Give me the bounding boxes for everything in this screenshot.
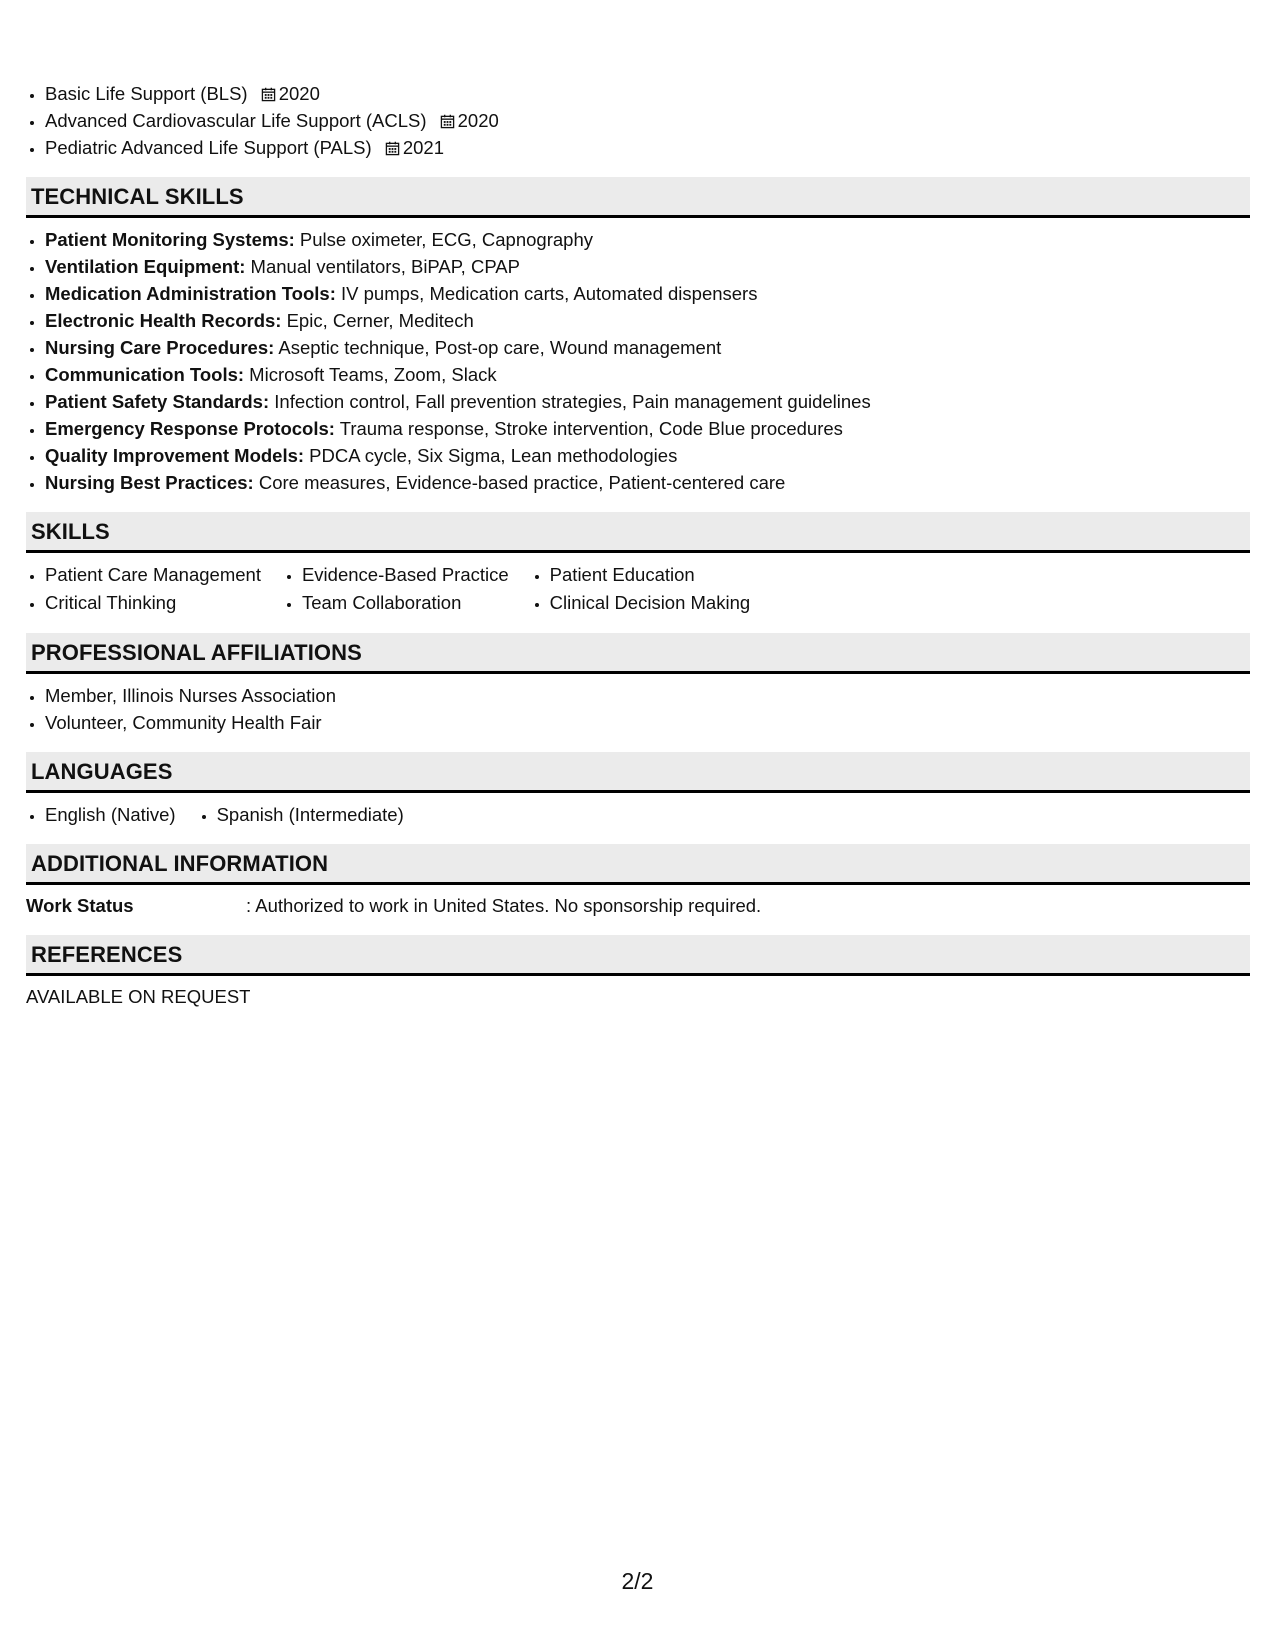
certification-name: Basic Life Support (BLS) [45, 83, 248, 104]
additional-info-section [26, 844, 1250, 919]
skill-item: • Team Collaboration [302, 589, 509, 617]
calendar-icon [261, 87, 276, 102]
references-text: AVAILABLE ON REQUEST [26, 986, 251, 1007]
skills-column [283, 561, 509, 617]
skill-item: • Evidence-Based Practice [302, 561, 509, 589]
technical-skills-list [26, 226, 1250, 496]
skill-category: Ventilation Equipment: [45, 256, 246, 277]
certification-year: 2020 [457, 110, 499, 131]
certifications-list [26, 80, 1250, 161]
certification-name: Advanced Cardiovascular Life Support (ACLS) [45, 110, 427, 131]
section-heading: LANGUAGES [26, 752, 1250, 793]
skill-item: • Critical Thinking [45, 589, 261, 617]
technical-skill-item [45, 469, 1250, 496]
affiliation-item: • Member, Illinois Nurses Association [45, 682, 1250, 709]
certification-year: 2020 [278, 83, 320, 104]
skill-category: Communication Tools: [45, 364, 245, 385]
calendar-icon [440, 114, 455, 129]
skill-category: Medication Administration Tools: [45, 283, 336, 304]
work-status-row [26, 893, 1250, 919]
languages-section [26, 752, 1250, 828]
skill-category: Nursing Best Practices: [45, 472, 254, 493]
languages-list [26, 801, 1250, 828]
work-status-value: : Authorized to work in United States. No sponsorship required. [246, 895, 762, 916]
references-section [26, 935, 1250, 1010]
technical-skill-item [45, 361, 1250, 388]
technical-skill-item [45, 253, 1250, 280]
language-item: • English (Native) [45, 801, 176, 828]
skill-values: Aseptic technique, Post-op care, Wound management [274, 337, 722, 358]
skill-values: Pulse oximeter, ECG, Capnography [294, 229, 593, 250]
work-status-label: Work Status [26, 895, 134, 916]
section-heading: TECHNICAL SKILLS [26, 177, 1250, 218]
certification-item [45, 80, 1250, 107]
skill-values: Core measures, Evidence-based practice, Patient-centered care [253, 472, 786, 493]
technical-skill-item [45, 280, 1250, 307]
technical-skill-item [45, 415, 1250, 442]
technical-skill-item [45, 226, 1250, 253]
technical-skill-item [45, 388, 1250, 415]
affiliations-section [26, 633, 1250, 736]
skill-category: Patient Safety Standards: [45, 391, 270, 412]
skill-values: Trauma response, Stroke intervention, Code Blue procedures [334, 418, 843, 439]
skill-values: Manual ventilators, BiPAP, CPAP [245, 256, 520, 277]
technical-skill-item [45, 307, 1250, 334]
skills-section [26, 512, 1250, 617]
skill-values: Epic, Cerner, Meditech [281, 310, 474, 331]
skill-values: PDCA cycle, Six Sigma, Lean methodologies [304, 445, 678, 466]
skill-values: Microsoft Teams, Zoom, Slack [244, 364, 497, 385]
skill-category: Emergency Response Protocols: [45, 418, 335, 439]
technical-skill-item [45, 442, 1250, 469]
skill-category: Electronic Health Records: [45, 310, 282, 331]
section-heading: ADDITIONAL INFORMATION [26, 844, 1250, 885]
section-heading: PROFESSIONAL AFFILIATIONS [26, 633, 1250, 674]
technical-skill-item [45, 334, 1250, 361]
resume-page [26, 80, 1250, 1010]
skill-item: • Patient Education [550, 561, 751, 589]
page-number: 2/2 [621, 1568, 654, 1594]
technical-skills-section [26, 177, 1250, 496]
certification-item [45, 134, 1250, 161]
skills-grid [26, 561, 1250, 617]
certification-year: 2021 [402, 137, 444, 158]
language-item: • Spanish (Intermediate) [217, 801, 404, 828]
affiliation-item: • Volunteer, Community Health Fair [45, 709, 1250, 736]
skills-column [26, 561, 261, 617]
skills-column [531, 561, 751, 617]
calendar-icon [385, 141, 400, 156]
skill-category: Nursing Care Procedures: [45, 337, 275, 358]
skill-values: IV pumps, Medication carts, Automated dispensers [335, 283, 758, 304]
affiliations-list [26, 682, 1250, 736]
skill-values: Infection control, Fall prevention strategies, Pain management guidelines [269, 391, 871, 412]
skill-item: • Clinical Decision Making [550, 589, 751, 617]
section-heading: SKILLS [26, 512, 1250, 553]
section-heading: REFERENCES [26, 935, 1250, 976]
certification-name: Pediatric Advanced Life Support (PALS) [45, 137, 372, 158]
skill-category: Patient Monitoring Systems: [45, 229, 295, 250]
skill-item: • Patient Care Management [45, 561, 261, 589]
certification-item [45, 107, 1250, 134]
skill-category: Quality Improvement Models: [45, 445, 305, 466]
